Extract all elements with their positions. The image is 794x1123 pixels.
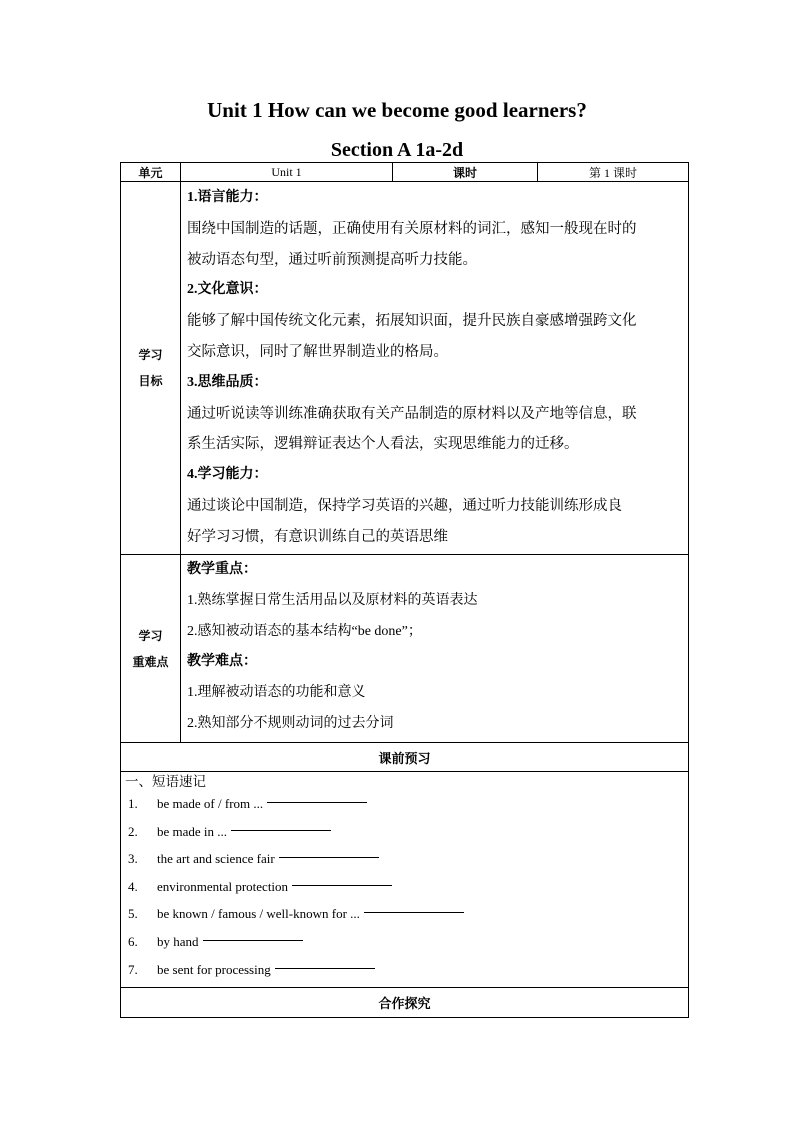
phrase-item: [121, 845, 688, 873]
phrase-item: [121, 790, 688, 818]
answer-blank[interactable]: [275, 956, 375, 969]
phrase-item: [121, 956, 688, 984]
objectives-content: [181, 182, 688, 554]
phrase-number: 3.: [128, 851, 138, 867]
objective-heading: 3.思维品质：: [187, 374, 268, 390]
phrase-item: [121, 818, 688, 846]
answer-blank[interactable]: [267, 790, 367, 803]
objective-text: 好学习习惯，有意识训练自己的英语思维: [187, 528, 448, 545]
objective-text: 围绕中国制造的话题，正确使用有关原材料的词汇，感知一般现在时的: [187, 220, 637, 237]
phrase-section-title: 一、短语速记: [125, 774, 206, 789]
preview-row: [121, 772, 688, 988]
objective-text: 能够了解中国传统文化元素，拓展知识面，提升民族自豪感增强跨文化: [187, 313, 637, 330]
period-value: 第 1 课时: [588, 165, 637, 180]
key-point-heading: 教学重点：: [187, 562, 257, 577]
key-point-text: 2.感知被动语态的基本结构“be done”；: [187, 623, 422, 639]
key-point-text: 1.理解被动语态的功能和意义: [187, 685, 366, 701]
phrase-text: be made in ...: [157, 823, 228, 839]
objective-text: 被动语态句型，通过听前预测提高听力技能。: [187, 251, 477, 268]
objective-text: 交际意识，同时了解世界制造业的格局。: [187, 343, 448, 360]
phrase-text: environmental protection: [157, 878, 289, 894]
unit-label: 单元: [121, 163, 181, 181]
period-label: 课时: [393, 163, 538, 181]
objective-text: 通过听说读等训练准确获取有关产品制造的原材料以及产地等信息，联: [187, 405, 637, 422]
phrase-item: [121, 900, 688, 928]
key-point-text: 2.熟知部分不规则动词的过去分词: [187, 715, 394, 731]
answer-blank[interactable]: [231, 818, 331, 831]
key-points-side-label: [121, 555, 181, 742]
answer-blank[interactable]: [203, 928, 303, 941]
lesson-plan-table: [120, 162, 689, 1018]
answer-blank[interactable]: [279, 845, 379, 858]
phrase-item: [121, 928, 688, 956]
phrase-list: [121, 790, 688, 983]
phrase-text: the art and science fair: [157, 851, 275, 867]
phrase-text: be made of / from ...: [157, 796, 264, 811]
phrase-number: 7.: [128, 961, 138, 977]
objective-text: 通过谈论中国制造，保持学习英语的兴趣，通过听力技能训练形成良: [187, 497, 622, 514]
key-points-side-line2: 重难点: [132, 654, 169, 669]
phrase-number: 6.: [128, 933, 138, 949]
section-subtitle: Section A 1a-2d: [330, 139, 464, 161]
key-points-side-line1: 学习: [138, 628, 163, 643]
objective-text: 系生活实际，逻辑辩证表达个人看法，实现思维能力的迁移。: [187, 436, 579, 453]
objective-heading: 4.学习能力：: [187, 467, 268, 483]
objectives-side-line1: 学习: [138, 348, 163, 362]
document-title: Unit 1 How can we become good learners?: [207, 98, 587, 122]
answer-blank[interactable]: [364, 900, 464, 913]
key-point-text: 1.熟练掌握日常生活用品以及原材料的英语表达: [187, 592, 478, 608]
preview-section-header: 课前预习: [121, 743, 688, 772]
objective-heading: 2.文化意识：: [187, 282, 268, 298]
phrase-number: 5.: [128, 906, 138, 922]
objectives-row: [121, 182, 688, 555]
objectives-side-label: [121, 182, 181, 554]
phrase-number: 4.: [128, 878, 138, 894]
objectives-side-line2: 目标: [138, 374, 163, 388]
cooperation-section-header: 合作探究: [378, 996, 431, 1011]
phrase-item: [121, 873, 688, 901]
unit-value: Unit 1: [181, 163, 393, 181]
phrase-text: be sent for processing: [157, 961, 271, 977]
key-points-content: [181, 555, 688, 742]
key-point-heading: 教学难点：: [187, 654, 257, 670]
phrase-number: 2.: [128, 823, 138, 839]
key-points-row: [121, 555, 688, 743]
header-row: [121, 163, 688, 182]
objective-heading: 1.语言能力：: [187, 190, 268, 205]
preview-content: [121, 772, 688, 987]
phrase-text: be known / famous / well-known for ...: [157, 906, 360, 922]
phrase-number: 1.: [128, 796, 138, 811]
phrase-text: by hand: [157, 933, 199, 949]
answer-blank[interactable]: [292, 873, 392, 886]
